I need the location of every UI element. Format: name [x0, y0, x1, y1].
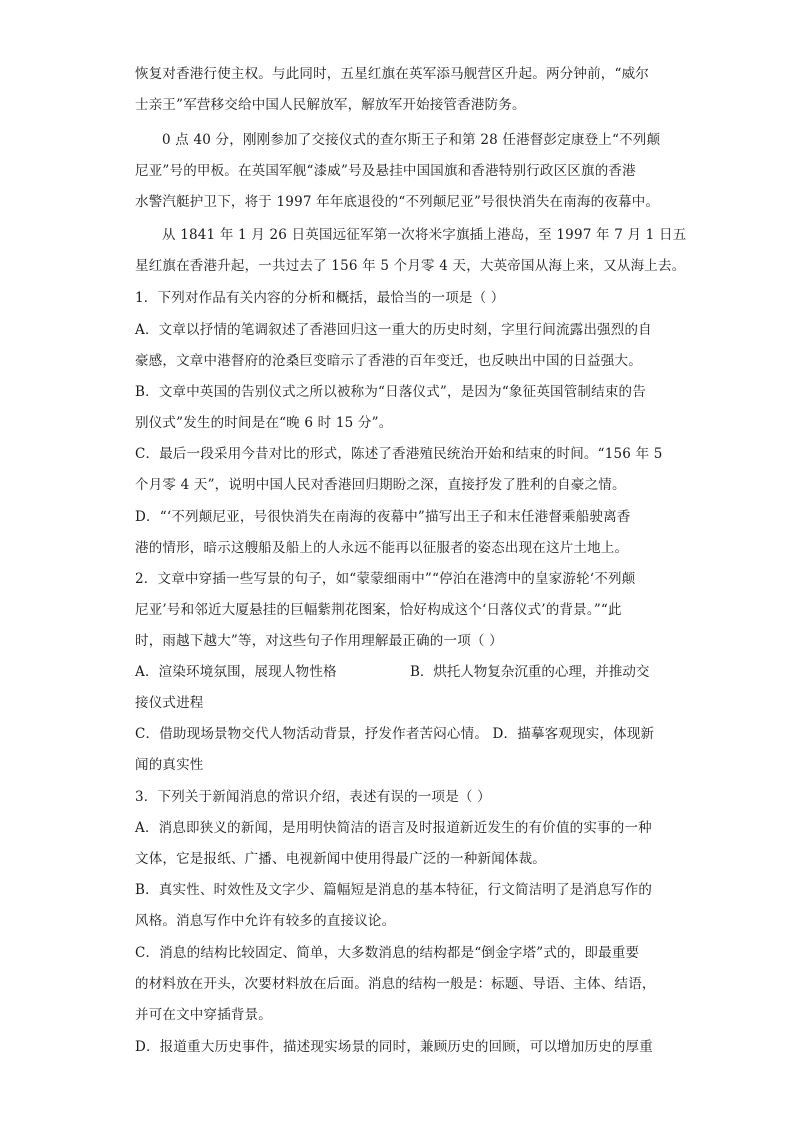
- question-1-option-b: B．文章中英国的告别仪式之所以被称为“日落仪式”，是因为“象征英国管制结束的告: [135, 384, 646, 400]
- question-1-option-d: D．“‘不列颠尼亚，号很快消失在南海的夜幕中”描写出王子和末任港督乘船驶离香: [135, 509, 631, 525]
- question-1-option-a-cont: 豪感，文章中港督府的沧桑巨变暗示了香港的百年变迁，也反映出中国的日益强大。: [135, 353, 642, 369]
- question-3-option-b-cont: 风格。消息写作中允许有较多的直接议论。: [135, 913, 396, 929]
- question-2-option-c-d: C．借助现场景物交代人物活动背景，抒发作者苦闷心情。 D．描摹客观现实，体现新: [135, 726, 655, 742]
- passage-line: 尼亚”号的甲板。在英国军舰“漆威”号及悬挂中国国旗和香港特别行政区区旗的香港: [135, 163, 636, 179]
- passage-line: 星红旗在香港升起，一共过去了 156 年 5 个月零 4 天，大英帝国从海上来，又从海上去。: [135, 258, 686, 274]
- question-2-option-a: A．渲染环境氛围，展现人物性格: [135, 664, 337, 680]
- question-2-option-b-cont: 接仪式进程: [135, 695, 204, 711]
- question-2-stem-cont: 尼亚’号和邻近大厦悬挂的巨幅紫荆花图案，恰好构成这个‘日落仪式’的背景。”“此: [135, 602, 622, 618]
- question-1-option-d-cont: 港的情形，暗示这艘船及船上的人永远不能再以征服者的姿态出现在这片土地上。: [135, 540, 629, 556]
- question-3-option-c-cont: 的材料放在开头，次要材料放在后面。消息的结构一般是：标题、导语、主体、结语，: [135, 976, 656, 992]
- question-3-option-b: B．真实性、时效性及文字少、篇幅短是消息的基本特征，行文简洁明了是消息写作的: [135, 882, 653, 898]
- question-3-option-a-cont: 文体，它是报纸、广播、电视新闻中使用得最广泛的一种新闻体裁。: [135, 851, 546, 867]
- question-1-option-b-cont: 别仪式”发生的时间是在“晚 6 时 15 分”。: [135, 415, 393, 431]
- question-2-option-d-cont: 闻的真实性: [135, 757, 204, 773]
- passage-line: 0 点 40 分，刚刚参加了交接仪式的查尔斯王子和第 28 任港督彭定康登上“不列颠: [162, 132, 661, 148]
- question-2-stem-cont: 时，雨越下越大”等，对这些句子作用理解最正确的一项（ ）: [135, 633, 503, 649]
- question-3-stem: 3．下列关于新闻消息的常识介绍，表述有误的一项是（ ）: [135, 789, 491, 805]
- question-3-option-d: D．报道重大历史事件，描述现实场景的同时，兼顾历史的回顾，可以增加历史的厚重: [135, 1039, 653, 1055]
- passage-line: 从 1841 年 1 月 26 日英国远征军第一次将米字旗插上港岛，至 1997 年 7 月 1 日五: [162, 227, 687, 243]
- question-1-stem: 1．下列对作品有关内容的分析和概括，最恰当的一项是（ ）: [135, 290, 505, 306]
- question-3-option-a: A．消息即狭义的新闻，是用明快简洁的语言及时报道新近发生的有价值的实事的一种: [135, 820, 652, 836]
- question-1-option-a: A．文章以抒情的笔调叙述了香港回归这一重大的历史时刻，字里行间流露出强烈的自: [135, 322, 652, 338]
- passage-line: 水警汽艇护卫下，将于 1997 年年底退役的“不列颠尼亚”号很快消失在南海的夜幕中。: [135, 194, 660, 210]
- question-2-option-b: B．烘托人物复杂沉重的心理，并推动交: [410, 664, 650, 680]
- question-1-option-c-cont: 个月零 4 天”，说明中国人民对香港回归期盼之深，直接抒发了胜利的自豪之情。: [135, 477, 626, 493]
- question-3-option-c-cont: 并可在文中穿插背景。: [135, 1007, 272, 1023]
- question-1-option-c: C．最后一段采用今昔对比的形式，陈述了香港殖民统治开始和结束的时间。“156 年 5: [135, 446, 663, 462]
- question-2-stem: 2．文章中穿插一些写景的句子，如“蒙蒙细雨中”“停泊在港湾中的皇家游轮‘不列颠: [135, 571, 636, 587]
- question-3-option-c: C．消息的结构比较固定、简单，大多数消息的结构都是“倒金字塔”式的，即最重要: [135, 945, 640, 961]
- passage-line: 恢复对香港行使主权。与此同时，五星红旗在英军添马舰营区升起。两分钟前，“威尔: [135, 66, 650, 82]
- passage-line: 士亲王”军营移交给中国人民解放军，解放军开始接管香港防务。: [135, 97, 526, 113]
